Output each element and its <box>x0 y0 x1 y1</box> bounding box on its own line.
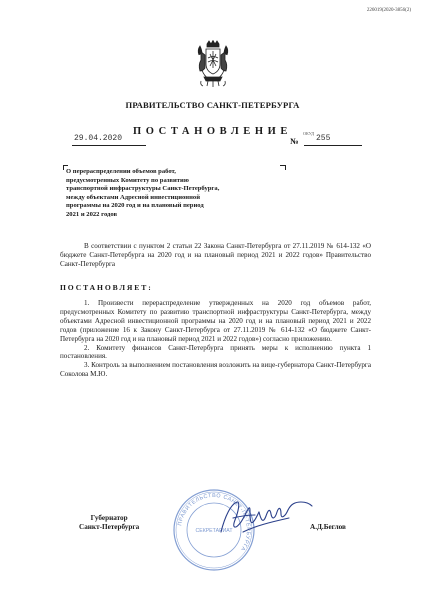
decree-item: 2. Комитету финансов Санкт-Петербурга принять меры к исполнению пункта 1 постановления. <box>60 343 371 361</box>
signatory-title <box>79 514 139 532</box>
number-sign: № <box>290 136 299 146</box>
decree-item: 1. Произвести перераспределение утвержденных на 2020 год объемов работ, предусмотренных Комитету по развитию транспортной инфраструктуры Санкт-Петербурга, между объектами Адресной инвестиционной программы на 2020 год и на плановый период 2021 и 2022 годов (приложение 16 к Закону Санкт-Петербурга от 27.11.2019 № 614-132 «О бюджете Санкт-Петербурга на 2020 год и на плановый период 2021 и 2022 годов») согласно приложению. <box>60 299 371 343</box>
number-underline <box>304 145 362 146</box>
subject-line: между объектами Адресной инвестиционной <box>66 193 200 201</box>
document-number: 226019(2020-3856(2) <box>366 8 411 13</box>
subject-line: транспортной инфраструктуры Санкт-Петербурга, <box>66 185 220 192</box>
subject-line: предусмотренных Комитету по развитию <box>66 176 189 184</box>
decree-item: 3. Контроль за выполнением постановления возложить на вице-губернатора Санкт-Петербурга Соколова М.Ю. <box>60 361 371 379</box>
coat-of-arms-icon <box>196 40 230 88</box>
handwritten-signature-icon <box>215 492 315 546</box>
signatory-title-line: Губернатор <box>90 514 128 522</box>
subject-line: О перераспределении объемов работ, <box>66 168 176 175</box>
signatory-name: А.Д.Беглов <box>310 523 346 531</box>
document-reg-number: 255 <box>316 134 331 143</box>
document-subject <box>66 168 286 219</box>
subject-line: 2021 и 2022 годов <box>66 210 118 218</box>
resolves-heading: ПОСТАНОВЛЯЕТ: <box>60 283 153 292</box>
signatory-title-line: Санкт-Петербурга <box>79 523 140 531</box>
stamp-inner-text: СЕКРЕТАРИАТ <box>195 528 233 534</box>
preamble-paragraph: В соответствии с пунктом 2 статьи 22 Закона Санкт-Петербурга от 27.11.2019 № 614-132 «О бюджете Санкт-Петербурга на 2020 год и на плановый период 2021 и 2022 годов» Правительство Санкт-Петербурга <box>60 242 371 268</box>
document-date: 29.04.2020 <box>74 134 123 143</box>
stamp-ring-text: ПРАВИТЕЛЬСТВО САНКТ-ПЕТЕРБУРГА <box>177 492 252 552</box>
subject-line: программы на 2020 год и на плановый период <box>66 202 204 209</box>
decree-items <box>60 299 371 379</box>
date-underline <box>72 145 146 146</box>
document-type-title: ПОСТАНОВЛЕНИЕ <box>132 126 292 137</box>
subject-bracket <box>63 165 64 170</box>
government-title: ПРАВИТЕЛЬСТВО САНКТ-ПЕТЕРБУРГА <box>125 100 300 110</box>
okud-label: ОКУД <box>303 131 315 136</box>
